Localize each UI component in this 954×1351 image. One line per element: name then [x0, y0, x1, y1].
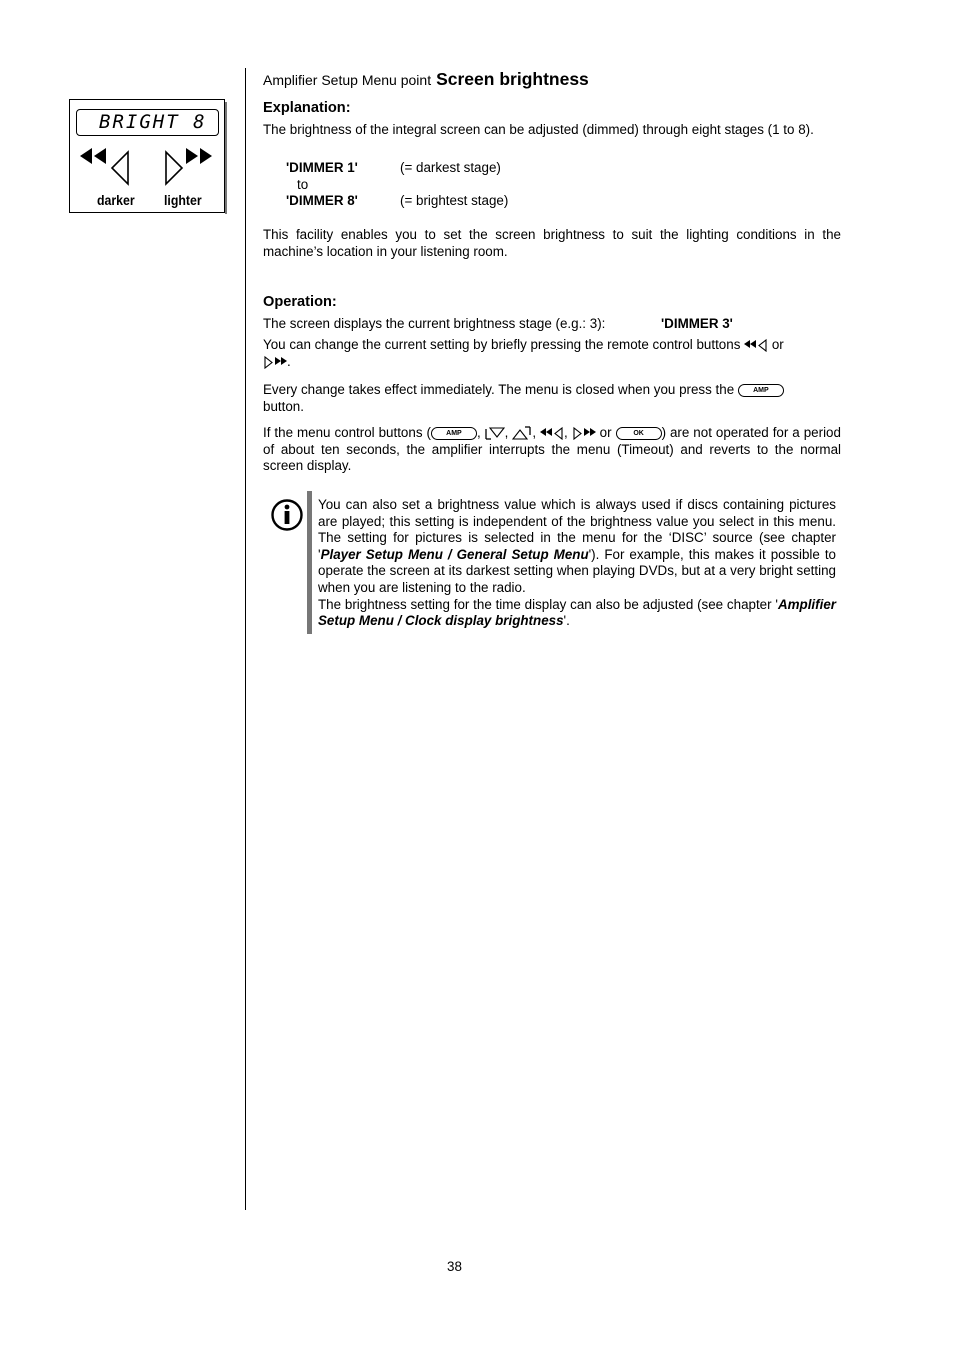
explanation-intro: The brightness of the integral screen can be adjusted (dimmed) through eight stages (1 to 8). [263, 122, 814, 137]
timeout-text-end: ) are not operated for a period of about ten seconds, the amplifier interrupts the menu (Timeout) and reverts to the normal screen display. [263, 425, 841, 474]
period-text: . [287, 353, 291, 369]
amp-button-icon: AMP [738, 384, 784, 397]
explanation-heading: Explanation: [263, 100, 351, 116]
change-text: You can change the current setting by briefly pressing the remote control buttons [263, 337, 741, 352]
page-number: 38 [447, 1259, 462, 1274]
button-text: button. [263, 398, 304, 414]
info-note [318, 497, 836, 630]
current-stage-value: 'DIMMER 3' [661, 316, 733, 331]
lighter-label: lighter [164, 192, 202, 208]
note-text-2: '). For example, this makes it possible to operate the screen at its darkest setting when playing DVDs, but at a very bright setting when you are listening to the radio. [318, 546, 836, 595]
dimmer-8-desc: (= brightest stage) [400, 193, 509, 208]
rewind-prev-icon [78, 146, 132, 188]
range-to: to [297, 177, 309, 192]
next-fastforward-icon [263, 355, 287, 369]
timeout-text-start: If the menu control buttons ( [263, 425, 431, 440]
or-text: or [599, 425, 612, 440]
explanation-paragraph: This facility enables you to set the screen brightness to suit the lighting conditions in the machine’s location in your listening room. [263, 227, 841, 259]
lcd-screen: BRIGHT 8 [76, 109, 219, 136]
note-chapter-ref-1: Player Setup Menu / General Setup Menu [320, 546, 589, 562]
darker-label: darker [97, 192, 135, 208]
section-title: Screen brightness [436, 69, 589, 89]
page-title [263, 69, 589, 90]
operation-effect-paragraph [263, 382, 841, 415]
next-fastforward-icon [572, 426, 596, 440]
rewind-prev-icon [540, 426, 564, 440]
rewind-prev-icon [744, 338, 768, 352]
dimmer-1-key: 'DIMMER 1' [286, 160, 358, 175]
column-divider [245, 68, 246, 1210]
amp-button-icon: AMP [431, 427, 477, 440]
display-illustration [69, 99, 225, 213]
operation-heading: Operation: [263, 294, 337, 310]
note-chapter-ref-2: Amplifier Setup Menu / Clock display brightness [318, 596, 836, 629]
current-stage-text: The screen displays the current brightness stage (e.g.: 3): [263, 316, 606, 331]
effect-text: Every change takes effect immediately. The menu is closed when you press the [263, 382, 735, 397]
down-select-icon [485, 426, 505, 440]
info-icon [270, 498, 304, 532]
dimmer-8-key: 'DIMMER 8' [286, 193, 358, 208]
ok-button-icon: OK [616, 427, 662, 440]
operation-change-paragraph [263, 337, 841, 370]
note-bar [307, 491, 312, 634]
next-fastforward-icon [162, 146, 216, 188]
operation-timeout-paragraph: If the menu control buttons ( AMP , , , , or OK ) are not operated for a period of about ten seconds, the amplifier interrupts the menu (Timeout) and reverts to the normal screen display. [263, 425, 841, 474]
note-text-1: You can also set a brightness value which is always used if discs containing pictures are played; this setting is independent of the brightness value you select in this menu. The setting for pictures is selected in the menu for the ‘DISC’ source (see chapter ' [318, 497, 836, 562]
operation-current-stage [263, 316, 841, 333]
up-select-icon [512, 426, 532, 440]
menu-point-prefix: Amplifier Setup Menu point [263, 72, 432, 88]
note-text-3: The brightness setting for the time display can also be adjusted (see chapter ' [318, 596, 778, 612]
or-text: or [771, 337, 784, 352]
dimmer-1-desc: (= darkest stage) [400, 160, 501, 175]
note-text-4: '. [563, 613, 570, 629]
